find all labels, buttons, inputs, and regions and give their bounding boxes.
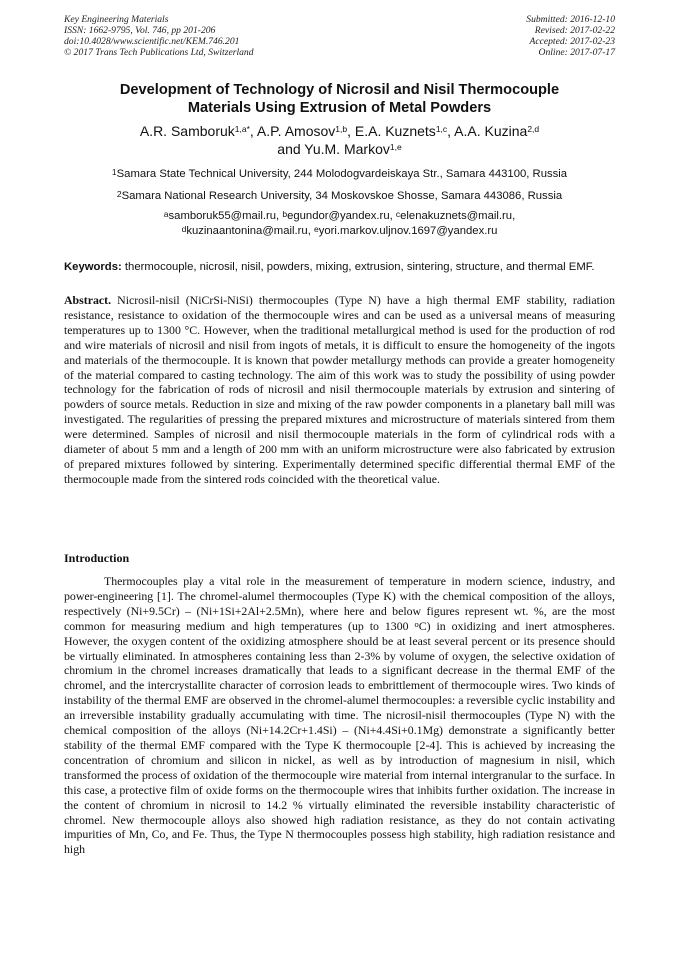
email-marker: b [282,209,288,219]
author-affiliation-marker: 1,e [389,142,402,152]
intro-text-part-1: Thermocouples play a vital role in the measurement of temperature in modern science, industry, and power-engineering [1]. The chromel-alumel thermocouples (Type K) with the chemical composition of the alloys, respectively (Ni+9.5Cr) – (Ni+1Si+2Al+2.5Mn), where here and below figures represent wt. %, are the most common for measuring medium and high temperatures (up to 1300 [64,574,615,633]
email-marker: e [313,224,319,234]
abstract-text: Nicrosil-nisil (NiCrSi-NiSi) thermocouples (Type N) have a high thermal EMF stability, radiation resistance, resistance to oxidation of the thermocouple wires and can be used as a universal means of measuring temperatures up to 1300 °C. However, when the traditional metallurgical method is used for the production of rod and wire materials of nicrosil and nisil from ingots of metals, it is difficult to ensure the homogeneity of the ingots and materials of the thermocouple. It is known that powder metallurgy methods can provide a greater homogeneity of the material compared to casting technology. The aim of this work was to study the possibility of using powder technology for the fabrication of rods of nicrosil and nisil thermocouple materials by extrusion and sintering of powders of source metals. Reduction in size and mixing of the raw powder components in a planetary ball mill was investigated. The regularities of pressing the prepared mixtures and microstructure of materials sintered from them were determined. Samples of nicrosil and nisil thermocouple materials in the form of cylindrical rods with a diameter of about 5 mm and a length of 200 mm with an uniform microstructure were also fabricated by extrusion of prepared mixtures followed by sintering. Experimentally determined specific differential thermal EMF of the thermocouple made from the sintered rods coincided with the theoretical value. [64,293,616,486]
publication-dates [526,14,615,58]
affiliation-number: 1 [111,167,117,177]
author-name: Yu.M. Markov [304,141,390,157]
email-address: elenakuznets@mail.ru [400,210,513,222]
date-online: Online: 2017-07-17 [538,47,615,58]
intro-text-part-2: C) in oxidizing and inert atmospheres. However, the oxygen content of the oxidizing atmosphere should be at least several percent or its presence should be virtually eliminated. In atmospheres containing less than 2-3% by volume of oxygen, the selective oxidation of chromium in the chromel increases dramatically that leads to a significant decrease in the thermal EMF of the chromel, and the intercrystallite character of corrosion leads to embrittlement of thermocouple wires. Two kinds of instability of the thermal EMF are observed in the chromel-alumel thermocouples: a reversible cyclic instability and an irreversible instability gradually accumulating with time. The nicrosil-nisil thermocouples (Type N) with the chemical composition of the alloys (Ni+14.2Cr+1.4Si) – (Ni+4.4Si+0.1Mg) demonstrate a significantly better stability of the thermal EMF compared with the Type K thermocouple [2-4]. This is achieved by increasing the concentration of chromium and silicon in nickel, as well as by introduction of magnesium in nisil, which transformed the process of oxidation of the thermocouple wire material from internal intergranular to the surface. In this case, a protective film of oxide forms on the thermocouple wires that inhibits further oxidation. The increase in the content of chromium in nicrosil to 14.2 % virtually eliminated the reversible instability characteristic of chromel. New thermocouple alloys also showed high radiation resistance, as they do not contain activating impurities of Mn, Co, and Fe. Thus, the Type N thermocouples possess high stability, high radiation resistance and high [64,618,615,857]
authors-line-2 [64,140,615,158]
introduction-paragraph [64,574,615,857]
journal-doi: doi:10.4028/www.scientific.net/KEM.746.201 [64,36,240,47]
author-list [64,122,615,158]
keywords [64,260,615,274]
emails-line-1: $^a$samboruk55@mail.ru, $^b$egundor@yandex.ru, $^c$elenakuznets@mail.ru, [163,209,516,222]
author-name: A.P. Amosov [256,123,336,139]
authors-conjunction: and [277,141,301,157]
abstract [64,293,615,487]
email-address: yori.markov.uljnov.1697@yandex.ru [318,225,498,237]
affiliation-text: Samara National Research University, 34 Moskovskoe Shosse, Samara 443086, Russia [121,190,563,202]
email-marker: c [395,209,401,219]
email-address: samboruk55@mail.ru [168,210,277,222]
title-line-1: Development of Technology of Nicrosil and Nisil Thermocouple [119,82,560,98]
authors-line-1: A.R. Samboruk$^{1,a*}$, A.P. Amosov$^{1,b}$, E.A. Kuznets$^{1,c}$, A.A. Kuzina$^{2,d}$ [139,123,540,139]
title-line-2: Materials Using Extrusion of Metal Powders [187,100,492,116]
author-name: E.A. Kuznets [354,123,436,139]
date-revised: Revised: 2017-02-22 [534,25,615,36]
keywords-text: thermocouple, nicrosil, nisil, powders, mixing, extrusion, sintering, structure, and thermal EMF. [124,261,595,273]
affiliation-1 [64,167,615,181]
email-marker: d [181,224,187,234]
journal-info [64,14,254,58]
date-accepted: Accepted: 2017-02-23 [529,36,615,47]
journal-issn: ISSN: 1662-9795, Vol. 746, pp 201-206 [64,25,216,36]
author-emails [64,209,615,239]
abstract-label: Abstract. [64,293,112,307]
paper-title [64,81,615,117]
affiliation-text: Samara State Technical University, 244 Molodogvardeiskaya Str., Samara 443100, Russia [116,168,568,180]
date-submitted: Submitted: 2016-12-10 [526,14,615,25]
affiliation-number: 2 [116,189,122,199]
author-affiliation-marker: 1,c [435,124,448,134]
journal-copyright: © 2017 Trans Tech Publications Ltd, Switzerland [64,47,254,58]
author-name: A.A. Kuzina [454,123,528,139]
journal-name: Key Engineering Materials [64,14,169,25]
author-name: A.R. Samboruk [139,123,235,139]
keywords-label: Keywords: [64,261,122,273]
emails-line-2: $^d$kuzinaantonina@mail.ru, $^e$yori.markov.uljnov.1697@yandex.ru [181,224,498,237]
email-address: kuzinaantonina@mail.ru [186,225,308,237]
author-affiliation-marker: 1,a* [234,124,250,134]
author-affiliation-marker: 2,d [527,124,540,134]
affiliation-2 [64,189,615,203]
email-marker: a [163,209,169,219]
degree-superscript: o [414,618,419,629]
email-address: egundor@yandex.ru [287,210,390,222]
section-heading-introduction: Introduction [64,551,130,565]
author-affiliation-marker: 1,b [335,124,348,134]
